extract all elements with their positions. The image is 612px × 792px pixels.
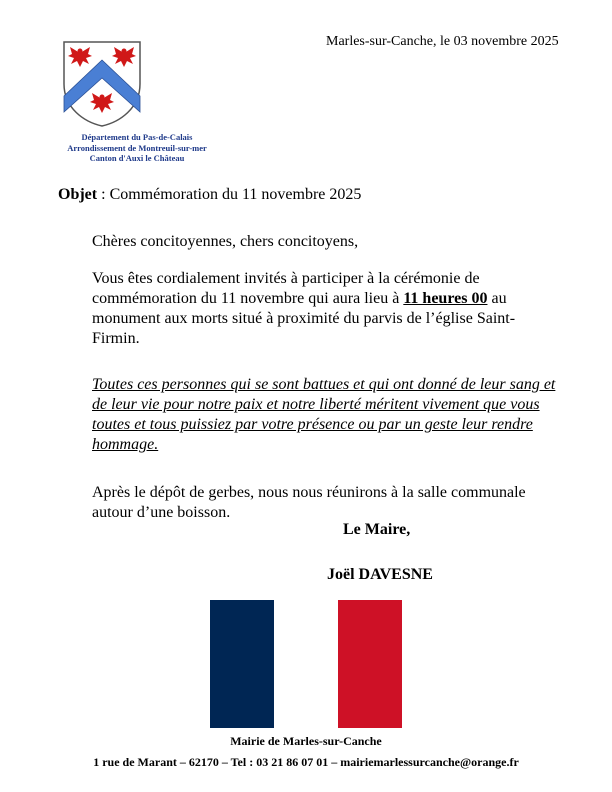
administrative-block [40, 132, 234, 164]
footer-contact: 1 rue de Marant – 62170 – Tel : 03 21 86 07 01 – mairiemarlessurcanche@orange.fr [93, 755, 519, 769]
greeting: Chères concitoyennes, chers concitoyens, [92, 233, 359, 250]
object-separator: : [97, 186, 110, 203]
signature-name: Joël DAVESNE [327, 566, 433, 583]
object-line [58, 186, 361, 204]
invitation-paragraph [92, 269, 562, 349]
reception-paragraph: Après le dépôt de gerbes, nous nous réunirons à la salle communale autour d’une boisson. [92, 484, 526, 521]
flag-blue-band [210, 600, 274, 728]
department-line: Département du Pas-de-Calais [81, 132, 193, 142]
object-label: Objet [58, 186, 98, 203]
coat-of-arms-icon [62, 40, 142, 128]
tribute-paragraph: Toutes ces personnes qui se sont battues et qui ont donné de leur sang et de leur vie pour notre paix et notre liberté méritent vivement que vous toutes et tous puissiez par votre présence ou par un geste leur rendre hommage. [92, 376, 556, 453]
signature-title: Le Maire, [343, 521, 411, 538]
object-text: Commémoration du 11 novembre 2025 [109, 186, 362, 203]
mairie-name: Mairie de Marles-sur-Canche [230, 734, 382, 748]
flag-white-band [274, 600, 338, 728]
date-line: Marles-sur-Canche, le 03 novembre 2025 [326, 34, 559, 49]
french-flag-icon [210, 600, 402, 728]
invitation-text-start: Vous êtes cordialement invités à participer à la cérémonie de commémoration du 11 novembre qui aura lieu à [92, 270, 480, 307]
arrondissement-line: Arrondissement de Montreuil-sur-mer [67, 142, 207, 153]
flag-red-band [338, 600, 402, 728]
invitation-time: 11 heures 00 [403, 290, 488, 307]
invitation-text-end: au monument aux morts situé à proximité du parvis de l’église Saint-Firmin. [92, 290, 516, 347]
canton-line: Canton d'Auxi le Château [89, 153, 185, 163]
